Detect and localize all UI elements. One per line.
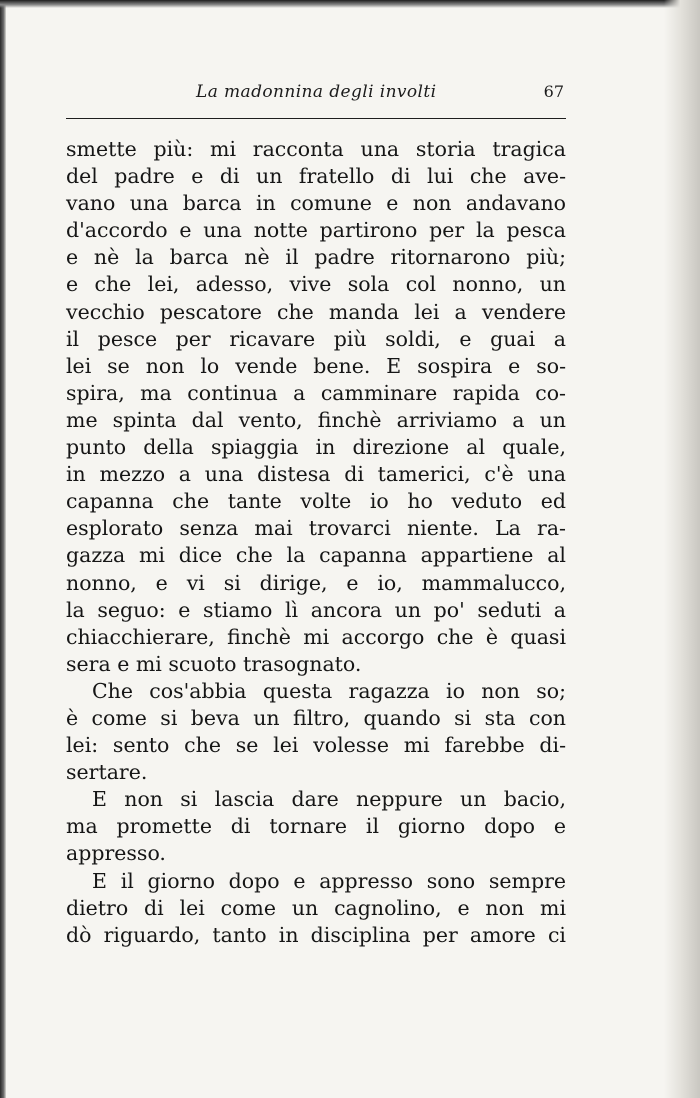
text-line: nonno, e vi si dirige, e io, mammalucco, [66,570,566,595]
text-line: la seguo: e stiamo lì ancora un po' seduti a [66,597,566,622]
text-line: è come si beva un filtro, quando si sta con [66,705,566,730]
text-line: capanna che tante volte io ho veduto ed [66,489,566,514]
text-line: vecchio pescatore che manda lei a vendere [66,299,566,324]
page-number: 67 [543,82,564,101]
text-line: sertare. [66,760,148,785]
page-right-edge-shadow [664,0,700,1098]
text-line: del padre e di un fratello di lui che ave- [66,164,566,189]
text-line: appresso. [66,841,166,866]
header-rule [66,118,566,119]
text-line: dietro di lei come un cagnolino, e non mi [66,895,566,920]
text-line: E non si lascia dare neppure un bacio, [92,787,566,812]
text-line: ma promette di tornare il giorno dopo e [66,814,566,839]
text-line: lei se non lo vende bene. E sospira e so- [66,353,566,378]
text-line: gazza mi dice che la capanna appartiene al [66,543,566,568]
text-line: esplorato senza mai trovarci niente. La ra- [66,516,566,541]
text-line: d'accordo e una notte partirono per la pesca [66,218,566,243]
text-line: smette più: mi racconta una storia tragica [66,137,566,161]
text-line: chiacchierare, finchè mi accorgo che è quasi [66,624,566,649]
page-header [66,82,566,108]
text-line: Che cos'abbia questa ragazza io non so; [92,678,566,703]
text-line: dò riguardo, tanto in disciplina per amore ci [66,922,566,947]
text-line: e nè la barca nè il padre ritornarono più; [66,245,566,270]
page-binding-edge [0,0,6,1098]
text-line: E il giorno dopo e appresso sono sempre [92,868,566,893]
text-line: punto della spiaggia in direzione al quale, [66,435,566,460]
body-text [66,136,566,949]
text-line: in mezzo a una distesa di tamerici, c'è una [66,462,566,487]
text-line: lei: sento che se lei volesse mi farebbe di- [66,733,566,758]
text-line: vano una barca in comune e non andavano [66,191,566,216]
text-line: me spinta dal vento, finchè arriviamo a un [66,407,566,432]
text-line: il pesce per ricavare più soldi, e guai a [66,326,566,351]
running-title: La madonnina degli involti [196,82,437,102]
page-top-edge [0,0,700,8]
text-line: sera e mi scuoto trasognato. [66,651,362,676]
text-line: e che lei, adesso, vive sola col nonno, un [66,272,566,297]
text-line: spira, ma continua a camminare rapida co- [66,380,566,405]
